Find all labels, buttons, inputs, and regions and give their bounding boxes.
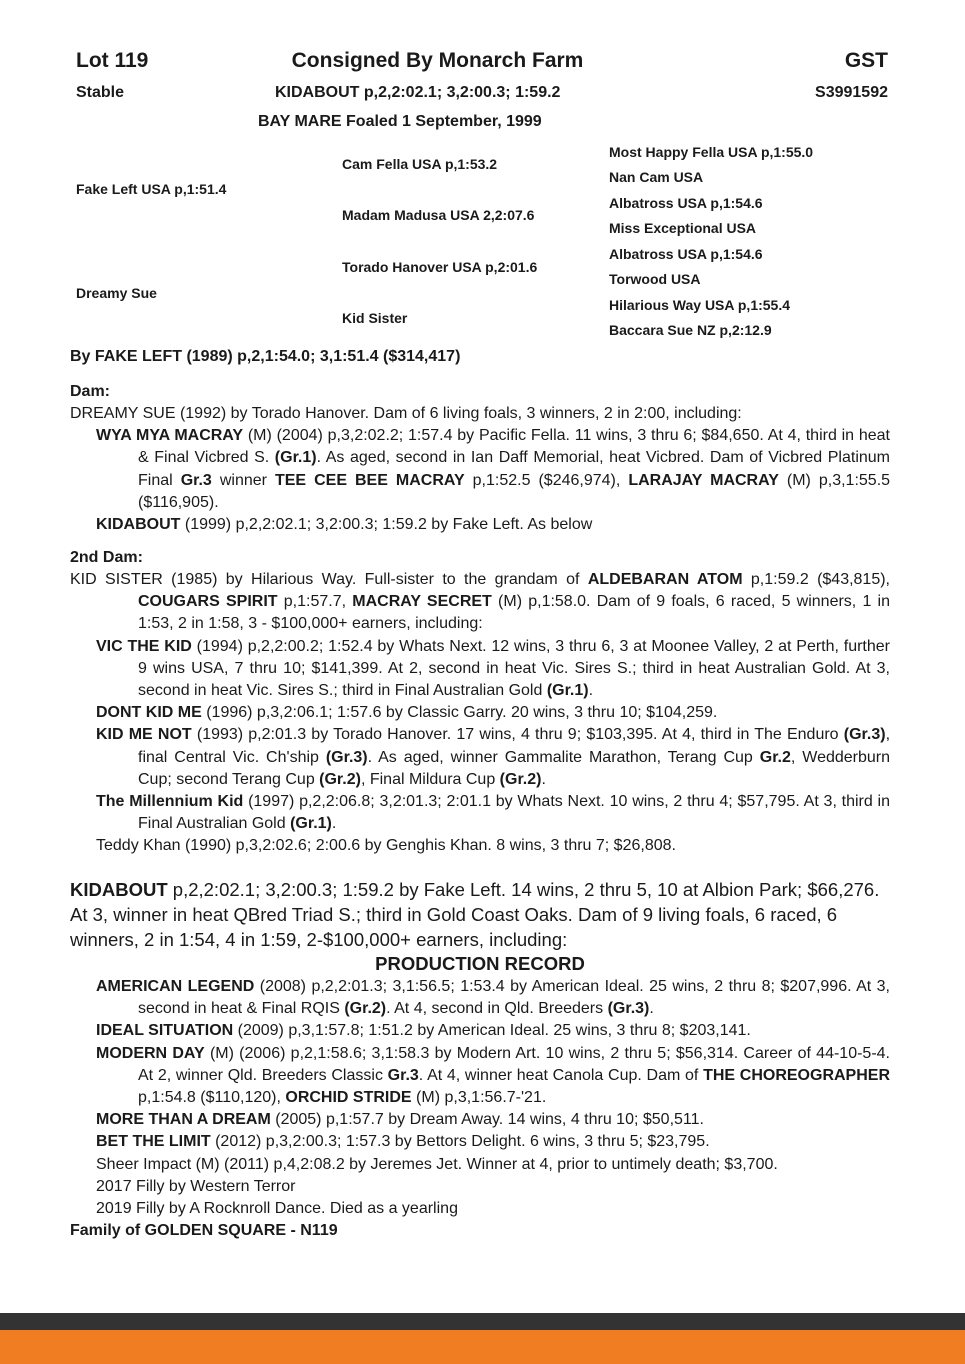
foal-name: BET THE LIMIT — [96, 1133, 211, 1151]
second-dam-section — [70, 543, 890, 858]
second-dam-foal-entry: VIC THE KID (1994) p,2,2:00.2; 1:52.4 by Whats Next. 12 wins, 3 thru 6, 3 at Moonee Valley, 2 at Perth, further 9 wins USA, 7 thru 10; $141,399. At 2, second in heat Vic. Sires S.; third in heat Australian Gold. At 3, second in heat Vic. Sires S.; third in Final Australian Gold (Gr.1). — [96, 637, 891, 700]
production-entry: BET THE LIMIT (2012) p,3,2:00.3; 1:57.3 by Bettors Delight. 6 wins, 3 thru 5; $23,795. — [96, 1133, 710, 1151]
second-dam-intro: KID SISTER (1985) by Hilarious Way. Full-sister to the grandam of ALDEBARAN ATOM p,1:59.2 ($43,815), COUGARS SPIRIT p,1:57.7, MACRAY SECRET (M) p,1:58.0. Dam of 9 foals, 6 raced, 5 winners, 1 in 1:53, 2 in 1:58, 3 - $100,000+ earners, including: — [70, 571, 891, 633]
second-dam-foal-entry: The Millennium Kid (1997) p,2,2:06.8; 3,2:01.3; 2:01.1 by Whats Next. 10 wins, 2 thru 4; $57,795. At 3, third in Final Australian Gold (Gr.1). — [96, 793, 891, 833]
consignor: Consigned By Monarch Farm — [291, 49, 584, 72]
foal-name: KIDABOUT — [96, 516, 181, 534]
main-horse-section — [70, 877, 890, 1242]
production-entry: MORE THAN A DREAM (2005) p,1:57.7 by Dream Away. 14 wins, 4 thru 10; $50,511. — [96, 1111, 704, 1129]
foal-name: AMERICAN LEGEND — [96, 978, 255, 995]
pedigree-gen3: Most Happy Fella USA p,1:55.0 — [609, 144, 814, 160]
pedigree-gen3: Albatross USA p,1:54.6 — [609, 195, 763, 211]
pedigree-gen3: Albatross USA p,1:54.6 — [609, 246, 763, 262]
footer-bar-orange — [0, 1330, 965, 1364]
production-entry: 2019 Filly by A Rocknroll Dance. Died as a yearling — [96, 1200, 458, 1218]
foal-name: WYA MYA MACRAY — [96, 427, 244, 445]
foal-name: The Millennium Kid — [96, 793, 244, 811]
main-horse-name: KIDABOUT — [70, 879, 168, 900]
foal-name: MODERN DAY — [96, 1044, 205, 1062]
footer-bar-dark — [0, 1313, 965, 1330]
pedigree-gen3: Torwood USA — [609, 271, 701, 287]
pedigree-gen3: Nan Cam USA — [609, 169, 704, 185]
production-entry: MODERN DAY (M) (2006) p,2,1:58.6; 3,1:58.3 by Modern Art. 10 wins, 2 thru 5; $56,314. Career of 44-10-5-4. At 2, winner Qld. Breeders Classic Gr.3. At 4, winner heat Canola Cup. Dam of THE CHOREOGRAPHER p,1:54.8 ($110,120), ORCHID STRIDE (M) p,3,1:56.7-'21. — [96, 1044, 891, 1107]
foal-name: MORE THAN A DREAM — [96, 1111, 271, 1129]
second-dam-label: 2nd Dam: — [70, 549, 143, 566]
horse-id: S3991592 — [815, 84, 888, 101]
pedigree-gen2: Torado Hanover USA p,2:01.6 — [342, 259, 538, 275]
pedigree-sire: Fake Left USA p,1:51.4 — [76, 181, 227, 197]
second-dam-foal-entry: KID ME NOT (1993) p,2:01.3 by Torado Hanover. 17 wins, 4 thru 9; $103,395. At 4, third in The Enduro (Gr.3), final Central Vic. Ch'ship (Gr.3). As aged, winner Gammalite Marathon, Terang Cup Gr.2, Wedderburn Cup; second Terang Cup (Gr.2), Final Mildura Cup (Gr.2). — [96, 726, 891, 788]
foal-name: KID ME NOT — [96, 726, 192, 744]
pedigree-gen3: Baccara Sue NZ p,2:12.9 — [609, 322, 772, 338]
consignor-code: GST — [844, 49, 888, 72]
sire-line: By FAKE LEFT (1989) p,2,1:54.0; 3,1:51.4 ($314,417) — [70, 348, 461, 365]
family-line: Family of GOLDEN SQUARE - N119 — [70, 1222, 338, 1240]
production-entry: AMERICAN LEGEND (2008) p,2,2:01.3; 3,1:56.5; 1:53.4 by American Ideal. 25 wins, 2 thru 8; $207,996. At 3, second in heat & Final RQIS (Gr.2). At 4, second in Qld. Breeders (Gr.3). — [96, 978, 890, 1018]
pedigree-gen2: Cam Fella USA p,1:53.2 — [342, 156, 498, 172]
pedigree-gen3: Hilarious Way USA p,1:55.4 — [609, 297, 791, 313]
lot-number: Lot 119 — [76, 49, 149, 72]
horse-description: BAY MARE Foaled 1 September, 1999 — [258, 113, 542, 130]
dam-foal-entry: KIDABOUT (1999) p,2,2:02.1; 3,2:00.3; 1:59.2 by Fake Left. As below — [96, 516, 593, 534]
pedigree-gen2: Madam Madusa USA 2,2:07.6 — [342, 207, 535, 223]
stable-label: Stable — [76, 84, 125, 101]
main-horse-summary: KIDABOUT p,2,2:02.1; 3,2:00.3; 1:59.2 by Fake Left. 14 wins, 2 thru 5, 10 at Albion Park; $66,276. At 3, winner in heat QBred Triad S.; third in Gold Coast Oaks. Dam of 9 living foals, 6 raced, 6 winners, 2 in 1:54, 4 in 1:59, 2-$100,000+ earners, including: — [70, 879, 880, 950]
foal-name: IDEAL SITUATION — [96, 1022, 234, 1040]
production-entry: Sheer Impact (M) (2011) p,4,2:08.2 by Jeremes Jet. Winner at 4, prior to untimely death; $3,700. — [96, 1155, 778, 1173]
dam-section — [70, 377, 890, 536]
foal-name: VIC THE KID — [96, 637, 192, 655]
production-entry: IDEAL SITUATION (2009) p,3,1:57.8; 1:51.2 by American Ideal. 25 wins, 3 thru 8; $203,141. — [96, 1022, 751, 1040]
foal-name: DONT KID ME — [96, 704, 202, 722]
production-record-title: PRODUCTION RECORD — [375, 953, 585, 974]
dam-intro: DREAMY SUE (1992) by Torado Hanover. Dam of 6 living foals, 3 winners, 2 in 2:00, including: — [70, 405, 742, 422]
dam-foal-entry: WYA MYA MACRAY (M) (2004) p,3,2:02.2; 1:57.4 by Pacific Fella. 11 wins, 3 thru 6; $84,650. At 4, third in heat & Final Vicbred S. (Gr.1). As aged, second in Ian Daff Memorial, heat Vicbred. Dam of Vicbred Platinum Final Gr.3 winner TEE CEE BEE MACRAY p,1:52.5 ($246,974), LARAJAY MACRAY (M) p,3,1:55.5 ($116,905). — [96, 427, 891, 511]
second-dam-foal-entry: DONT KID ME (1996) p,3,2:06.1; 1:57.6 by Classic Garry. 20 wins, 3 thru 10; $104,259. — [96, 704, 718, 722]
second-dam-foal-entry: Teddy Khan (1990) p,3,2:02.6; 2:00.6 by Genghis Khan. 8 wins, 3 thru 7; $26,808. — [96, 837, 676, 855]
pedigree-gen2: Kid Sister — [342, 310, 408, 326]
dam-label: Dam: — [70, 383, 111, 400]
production-entry: 2017 Filly by Western Terror — [96, 1177, 296, 1195]
pedigree-gen3: Miss Exceptional USA — [609, 220, 757, 236]
horse-name: KIDABOUT p,2,2:02.1; 3,2:00.3; 1:59.2 — [275, 84, 561, 101]
pedigree-dam: Dreamy Sue — [76, 285, 157, 301]
